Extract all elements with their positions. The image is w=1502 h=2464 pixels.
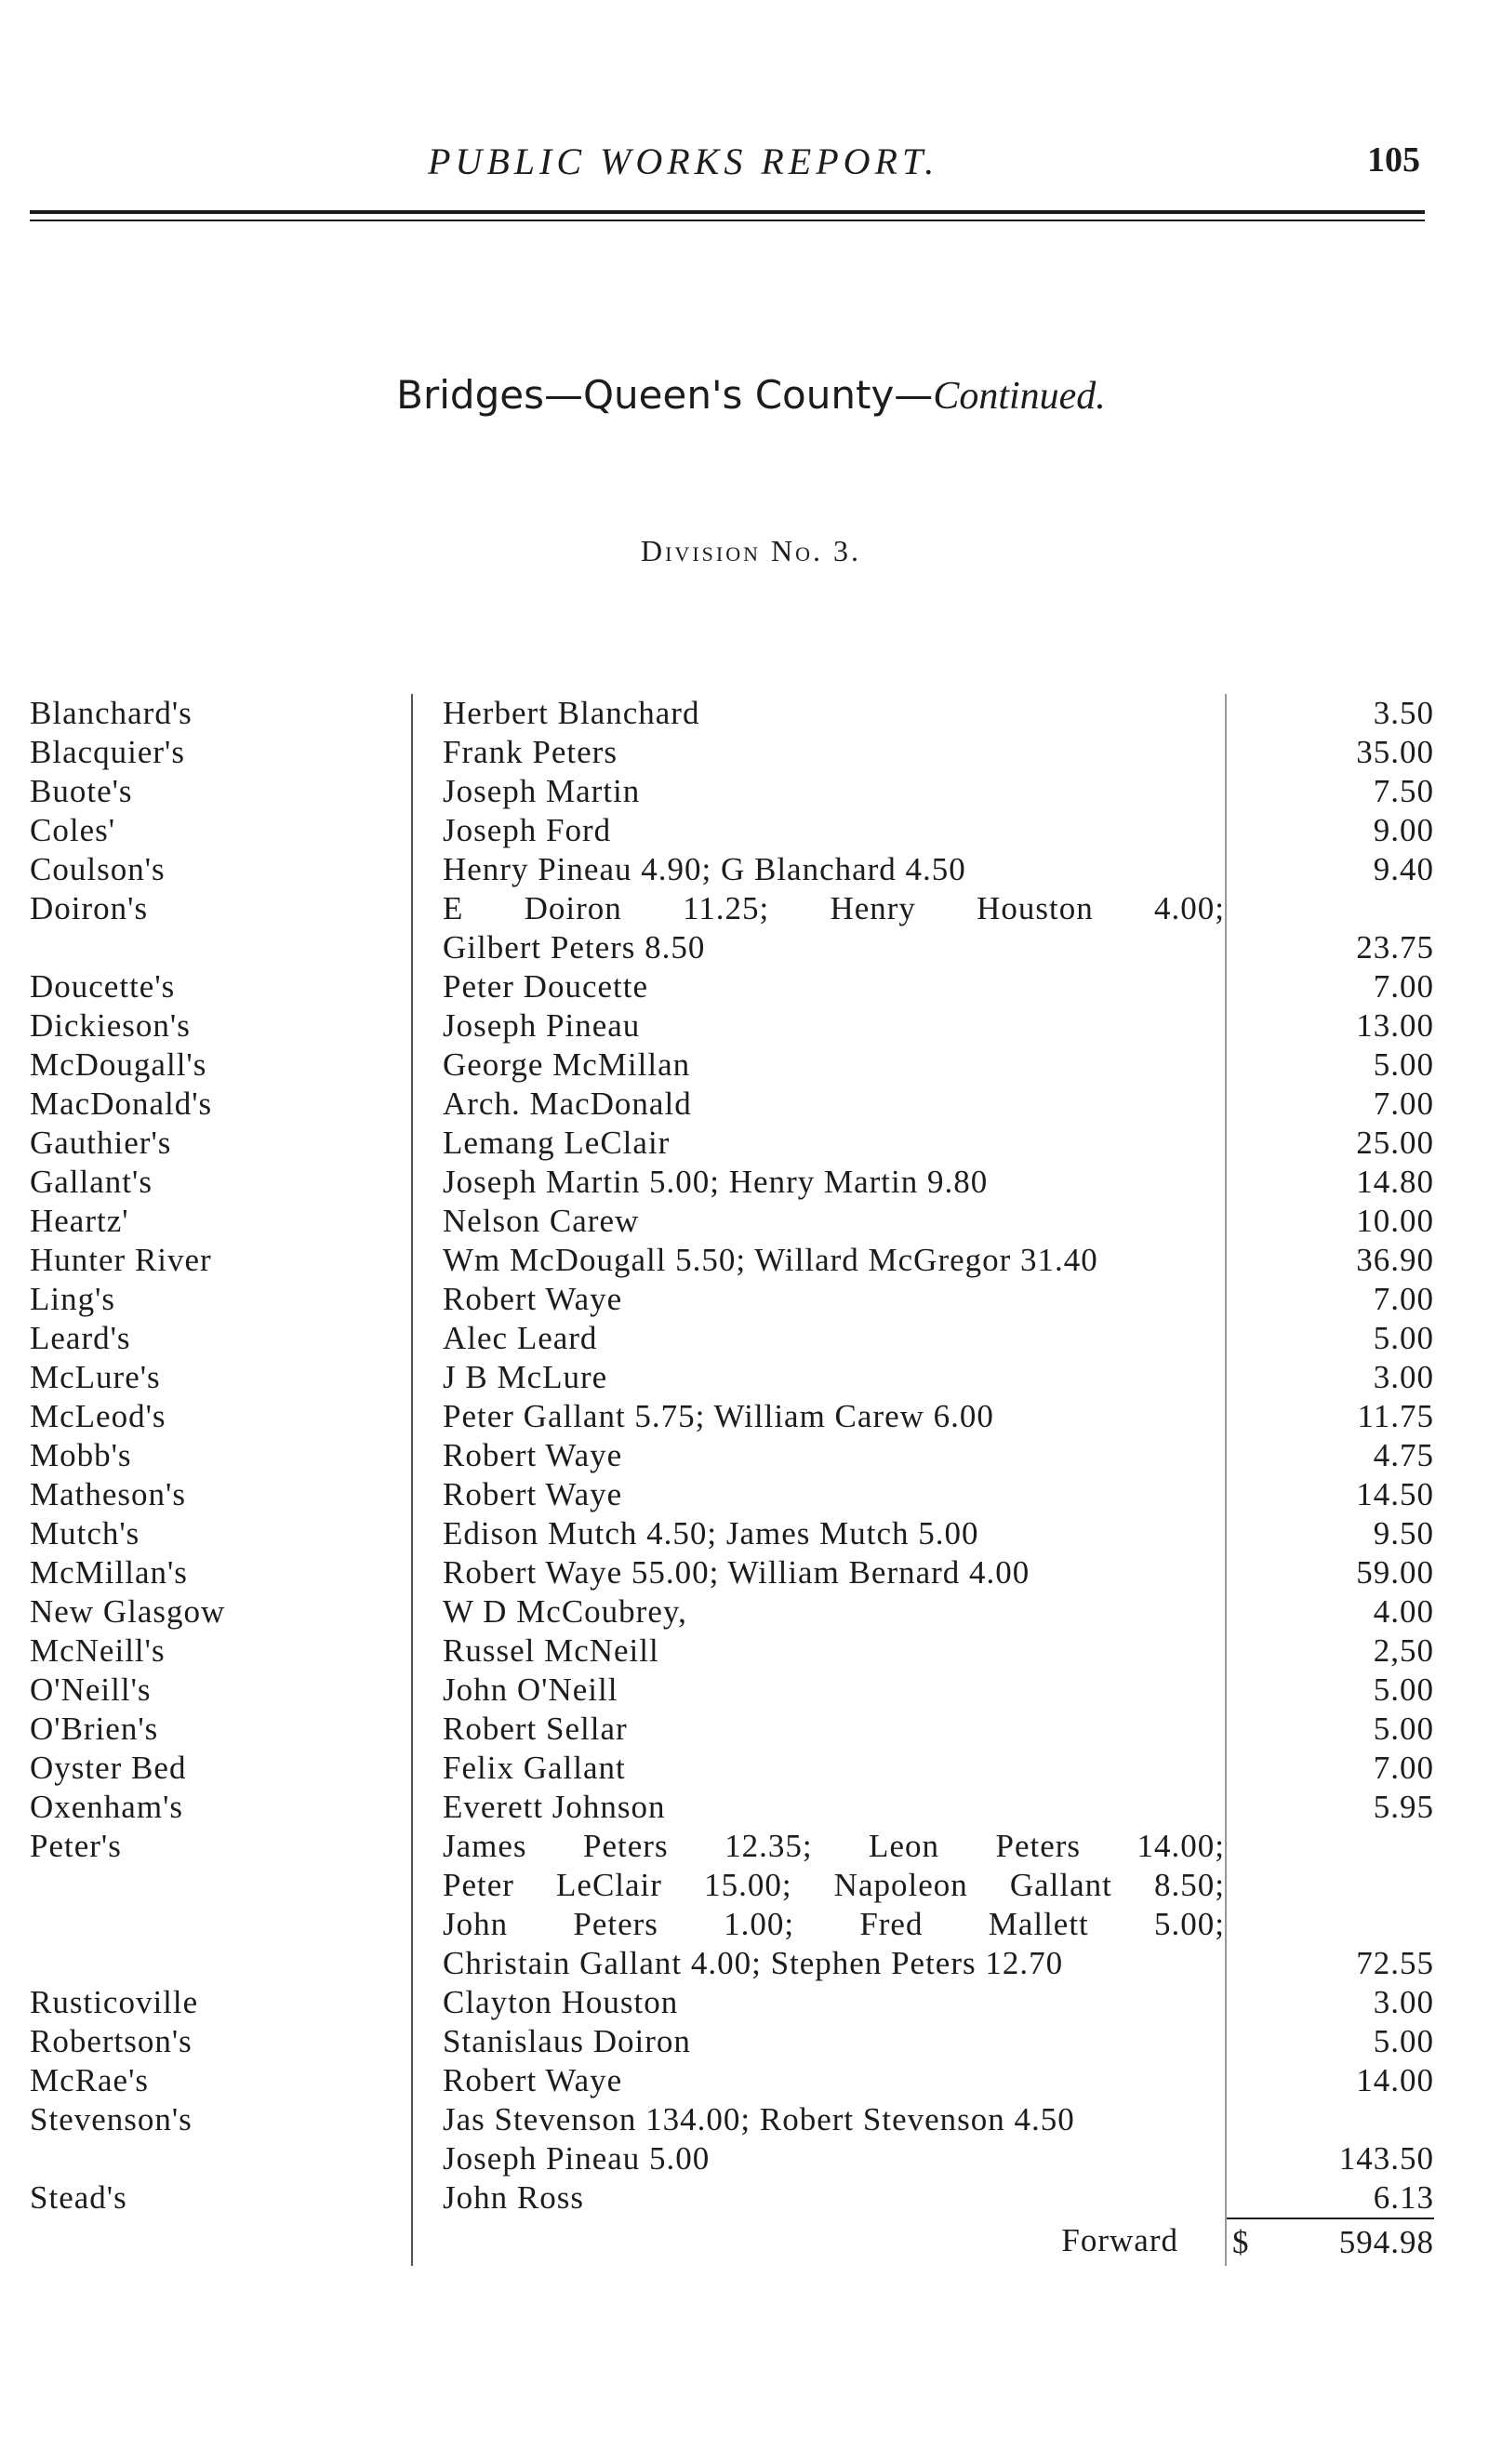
ledger-row — [30, 1983, 1434, 2022]
amount-cell: 11.75 — [1357, 1398, 1434, 1434]
bridge-name-cell: MacDonald's — [30, 1085, 213, 1122]
bridge-name-cell: O'Neill's — [30, 1672, 152, 1708]
amount-cell: 72.55 — [1356, 1945, 1434, 1981]
payee-cell: Robert Waye — [411, 1475, 1227, 1514]
amount-cell: 5.95 — [1373, 1789, 1434, 1825]
ledger-row — [30, 694, 1434, 733]
bridge-name-cell — [30, 1905, 411, 1944]
division-heading: Division No. 3. — [641, 534, 861, 567]
bridge-name-cell: McRae's — [30, 2062, 149, 2098]
ledger-row — [30, 1006, 1434, 1046]
amount-cell — [1227, 2100, 1434, 2139]
bridge-name-cell: Rusticoville — [30, 1984, 199, 2020]
header-rule-thick — [30, 210, 1425, 214]
ledger-row — [30, 2100, 1434, 2139]
ledger-row — [30, 811, 1434, 850]
ledger-row — [30, 1280, 1434, 1319]
bridge-name-cell: Stevenson's — [30, 2101, 193, 2138]
amount-cell: 5.00 — [1373, 2023, 1434, 2059]
amount-cell: 23.75 — [1356, 929, 1434, 966]
payee-cell: Robert Waye 55.00; William Bernard 4.00 — [411, 1553, 1227, 1592]
ledger-row — [30, 850, 1434, 889]
ledger-row — [30, 733, 1434, 772]
bridge-name-cell: Gallant's — [30, 1164, 153, 1200]
bridge-name-cell: McLure's — [30, 1359, 161, 1395]
payee-cell: Russel McNeill — [411, 1632, 1227, 1671]
ledger-row — [30, 928, 1434, 967]
amount-cell: 5.00 — [1373, 1320, 1434, 1356]
bridge-name-cell: Leard's — [30, 1320, 131, 1356]
bridge-name-cell: Coles' — [30, 812, 116, 848]
amount-cell: 7.00 — [1373, 1085, 1434, 1122]
amount-cell: 7.00 — [1373, 968, 1434, 1005]
payee-cell: Peter LeClair 15.00; Napoleon Gallant 8.50; — [411, 1866, 1227, 1905]
ledger-row — [30, 967, 1434, 1006]
ledger-row — [30, 1319, 1434, 1358]
payee-cell: Christain Gallant 4.00; Stephen Peters 12.70 — [411, 1944, 1227, 1983]
bridge-name-cell: Heartz' — [30, 1203, 129, 1239]
bridge-name-cell: O'Brien's — [30, 1711, 159, 1747]
amount-cell: 9.40 — [1373, 851, 1434, 887]
bridge-name-cell: Doiron's — [30, 890, 149, 926]
ledger-row — [30, 1710, 1434, 1749]
payee-cell: John O'Neill — [411, 1671, 1227, 1710]
bridge-name-cell: McLeod's — [30, 1398, 166, 1434]
section-title — [0, 372, 1502, 419]
payee-cell: Frank Peters — [411, 733, 1227, 772]
payee-cell: J B McLure — [411, 1358, 1227, 1397]
payee-cell: Robert Waye — [411, 2061, 1227, 2100]
running-title: PUBLIC WORKS REPORT. — [428, 140, 939, 182]
payee-cell: John Ross — [411, 2178, 1227, 2218]
bridge-name-cell — [30, 928, 411, 967]
bridge-ledger-table — [30, 694, 1434, 2266]
payee-cell: Lemang LeClair — [411, 1124, 1227, 1163]
payee-cell: Robert Sellar — [411, 1710, 1227, 1749]
payee-cell: Stanislaus Doiron — [411, 2022, 1227, 2061]
amount-cell: 3.00 — [1373, 1984, 1434, 2020]
bridge-name-cell: Peter's — [30, 1828, 122, 1864]
bridge-name-cell: McNeill's — [30, 1632, 166, 1669]
running-head — [0, 140, 1502, 195]
ledger-row — [30, 1046, 1434, 1085]
bridge-name-cell: Hunter River — [30, 1242, 212, 1278]
bridge-name-cell: Coulson's — [30, 851, 166, 887]
payee-cell: Joseph Ford — [411, 811, 1227, 850]
ledger-row — [30, 1671, 1434, 1710]
ledger-row — [30, 1788, 1434, 1827]
ledger-row — [30, 772, 1434, 811]
bridge-name-cell: Stead's — [30, 2179, 127, 2216]
payee-cell: George McMillan — [411, 1046, 1227, 1085]
ledger-row — [30, 1085, 1434, 1124]
amount-cell: 3.50 — [1373, 695, 1434, 731]
ledger-row — [30, 1514, 1434, 1553]
amount-cell: 59.00 — [1356, 1554, 1434, 1591]
ledger-row — [30, 1241, 1434, 1280]
payee-cell: James Peters 12.35; Leon Peters 14.00; — [411, 1827, 1227, 1866]
payee-cell: E Doiron 11.25; Henry Houston 4.00; — [411, 889, 1227, 928]
bridge-name-cell — [30, 1866, 411, 1905]
bridge-name-cell: McMillan's — [30, 1554, 188, 1591]
ledger-row — [30, 1202, 1434, 1241]
amount-cell — [1227, 1827, 1434, 1866]
payee-cell: Joseph Martin — [411, 772, 1227, 811]
payee-cell: Joseph Pineau — [411, 1006, 1227, 1046]
ledger-row — [30, 1475, 1434, 1514]
payee-cell: Wm McDougall 5.50; Willard McGregor 31.40 — [411, 1241, 1227, 1280]
amount-cell: 3.00 — [1373, 1359, 1434, 1395]
ledger-row — [30, 1592, 1434, 1632]
amount-cell: 4.00 — [1373, 1593, 1434, 1630]
bridge-name-cell — [30, 2139, 411, 2178]
amount-cell: 36.90 — [1356, 1242, 1434, 1278]
ledger-row — [30, 1827, 1434, 1866]
bridge-name-cell: Dickieson's — [30, 1007, 191, 1044]
ledger-row — [30, 2139, 1434, 2178]
bridge-name-cell: Oxenham's — [30, 1789, 183, 1825]
bridge-name-cell: New Glasgow — [30, 1593, 226, 1630]
bridge-name-cell: Ling's — [30, 1281, 116, 1317]
forward-total-cell — [1227, 2218, 1434, 2266]
amount-cell: 13.00 — [1356, 1007, 1434, 1044]
amount-cell: 14.00 — [1356, 2062, 1434, 2098]
currency-symbol: $ — [1232, 2224, 1250, 2260]
amount-cell: 5.00 — [1373, 1711, 1434, 1747]
amount-cell: 35.00 — [1356, 734, 1434, 770]
amount-cell: 14.50 — [1356, 1476, 1434, 1512]
payee-cell: Clayton Houston — [411, 1983, 1227, 2022]
amount-cell — [1227, 889, 1434, 928]
bridge-name-cell: Blanchard's — [30, 695, 193, 731]
amount-cell: 7.00 — [1373, 1281, 1434, 1317]
section-title-continued: Continued. — [933, 375, 1106, 418]
bridge-name-cell: McDougall's — [30, 1046, 207, 1083]
amount-cell: 4.75 — [1373, 1437, 1434, 1473]
page-number: 105 — [1367, 140, 1420, 180]
ledger-row — [30, 2022, 1434, 2061]
ledger-row — [30, 1397, 1434, 1436]
amount-cell: 6.13 — [1373, 2179, 1434, 2216]
bridge-name-cell: Gauthier's — [30, 1125, 172, 1161]
payee-cell: Gilbert Peters 8.50 — [411, 928, 1227, 967]
amount-cell — [1227, 1866, 1434, 1905]
payee-cell: Jas Stevenson 134.00; Robert Stevenson 4.50 — [411, 2100, 1227, 2139]
ledger-row — [30, 1905, 1434, 1944]
bridge-name-cell: Mutch's — [30, 1515, 140, 1552]
ledger-row — [30, 1163, 1434, 1202]
forward-label: Forward — [411, 2218, 1227, 2266]
payee-cell: Felix Gallant — [411, 1749, 1227, 1788]
ledger-row — [30, 1358, 1434, 1397]
payee-cell: Edison Mutch 4.50; James Mutch 5.00 — [411, 1514, 1227, 1553]
ledger-row — [30, 2178, 1434, 2218]
ledger-row — [30, 889, 1434, 928]
amount-cell: 2,50 — [1373, 1632, 1434, 1669]
ledger-row — [30, 1553, 1434, 1592]
payee-cell: Herbert Blanchard — [411, 694, 1227, 733]
payee-cell: Peter Gallant 5.75; William Carew 6.00 — [411, 1397, 1227, 1436]
payee-cell: Alec Leard — [411, 1319, 1227, 1358]
section-title-main: Bridges—Queen's County— — [396, 372, 934, 418]
bridge-name-cell: Matheson's — [30, 1476, 186, 1512]
amount-cell: 25.00 — [1356, 1125, 1434, 1161]
payee-cell: Joseph Martin 5.00; Henry Martin 9.80 — [411, 1163, 1227, 1202]
payee-cell: Arch. MacDonald — [411, 1085, 1227, 1124]
amount-cell: 143.50 — [1338, 2140, 1434, 2177]
ledger-row — [30, 1944, 1434, 1983]
bridge-name-cell: Blacquier's — [30, 734, 185, 770]
amount-cell: 9.50 — [1373, 1515, 1434, 1552]
bridge-name-cell: Buote's — [30, 773, 133, 809]
amount-cell: 5.00 — [1373, 1672, 1434, 1708]
amount-cell — [1227, 1905, 1434, 1944]
ledger-row — [30, 1436, 1434, 1475]
amount-cell: 10.00 — [1356, 1203, 1434, 1239]
bridge-name-cell: Doucette's — [30, 968, 176, 1005]
payee-cell: John Peters 1.00; Fred Mallett 5.00; — [411, 1905, 1227, 1944]
ledger-row — [30, 1632, 1434, 1671]
bridge-name-cell: Oyster Bed — [30, 1750, 187, 1786]
header-rule-thin — [30, 220, 1425, 221]
bridge-name-cell — [30, 1944, 411, 1983]
ledger-row — [30, 1866, 1434, 1905]
payee-cell: Nelson Carew — [411, 1202, 1227, 1241]
payee-cell: Robert Waye — [411, 1436, 1227, 1475]
payee-cell: Everett Johnson — [411, 1788, 1227, 1827]
forward-total-value: 594.98 — [1338, 2224, 1434, 2260]
payee-cell: Peter Doucette — [411, 967, 1227, 1006]
payee-cell: Joseph Pineau 5.00 — [411, 2139, 1227, 2178]
forward-total-row — [30, 2218, 1434, 2266]
ledger-row — [30, 1749, 1434, 1788]
bridge-name-cell: Robertson's — [30, 2023, 193, 2059]
ledger-row — [30, 2061, 1434, 2100]
bridge-name-cell: Mobb's — [30, 1437, 132, 1473]
ledger-row — [30, 1124, 1434, 1163]
amount-cell: 7.50 — [1373, 773, 1434, 809]
amount-cell: 9.00 — [1373, 812, 1434, 848]
payee-cell: Henry Pineau 4.90; G Blanchard 4.50 — [411, 850, 1227, 889]
payee-cell: Robert Waye — [411, 1280, 1227, 1319]
amount-cell: 14.80 — [1356, 1164, 1434, 1200]
amount-cell: 5.00 — [1373, 1046, 1434, 1083]
payee-cell: W D McCoubrey, — [411, 1592, 1227, 1632]
forward-spacer — [30, 2218, 411, 2266]
amount-cell: 7.00 — [1373, 1750, 1434, 1786]
